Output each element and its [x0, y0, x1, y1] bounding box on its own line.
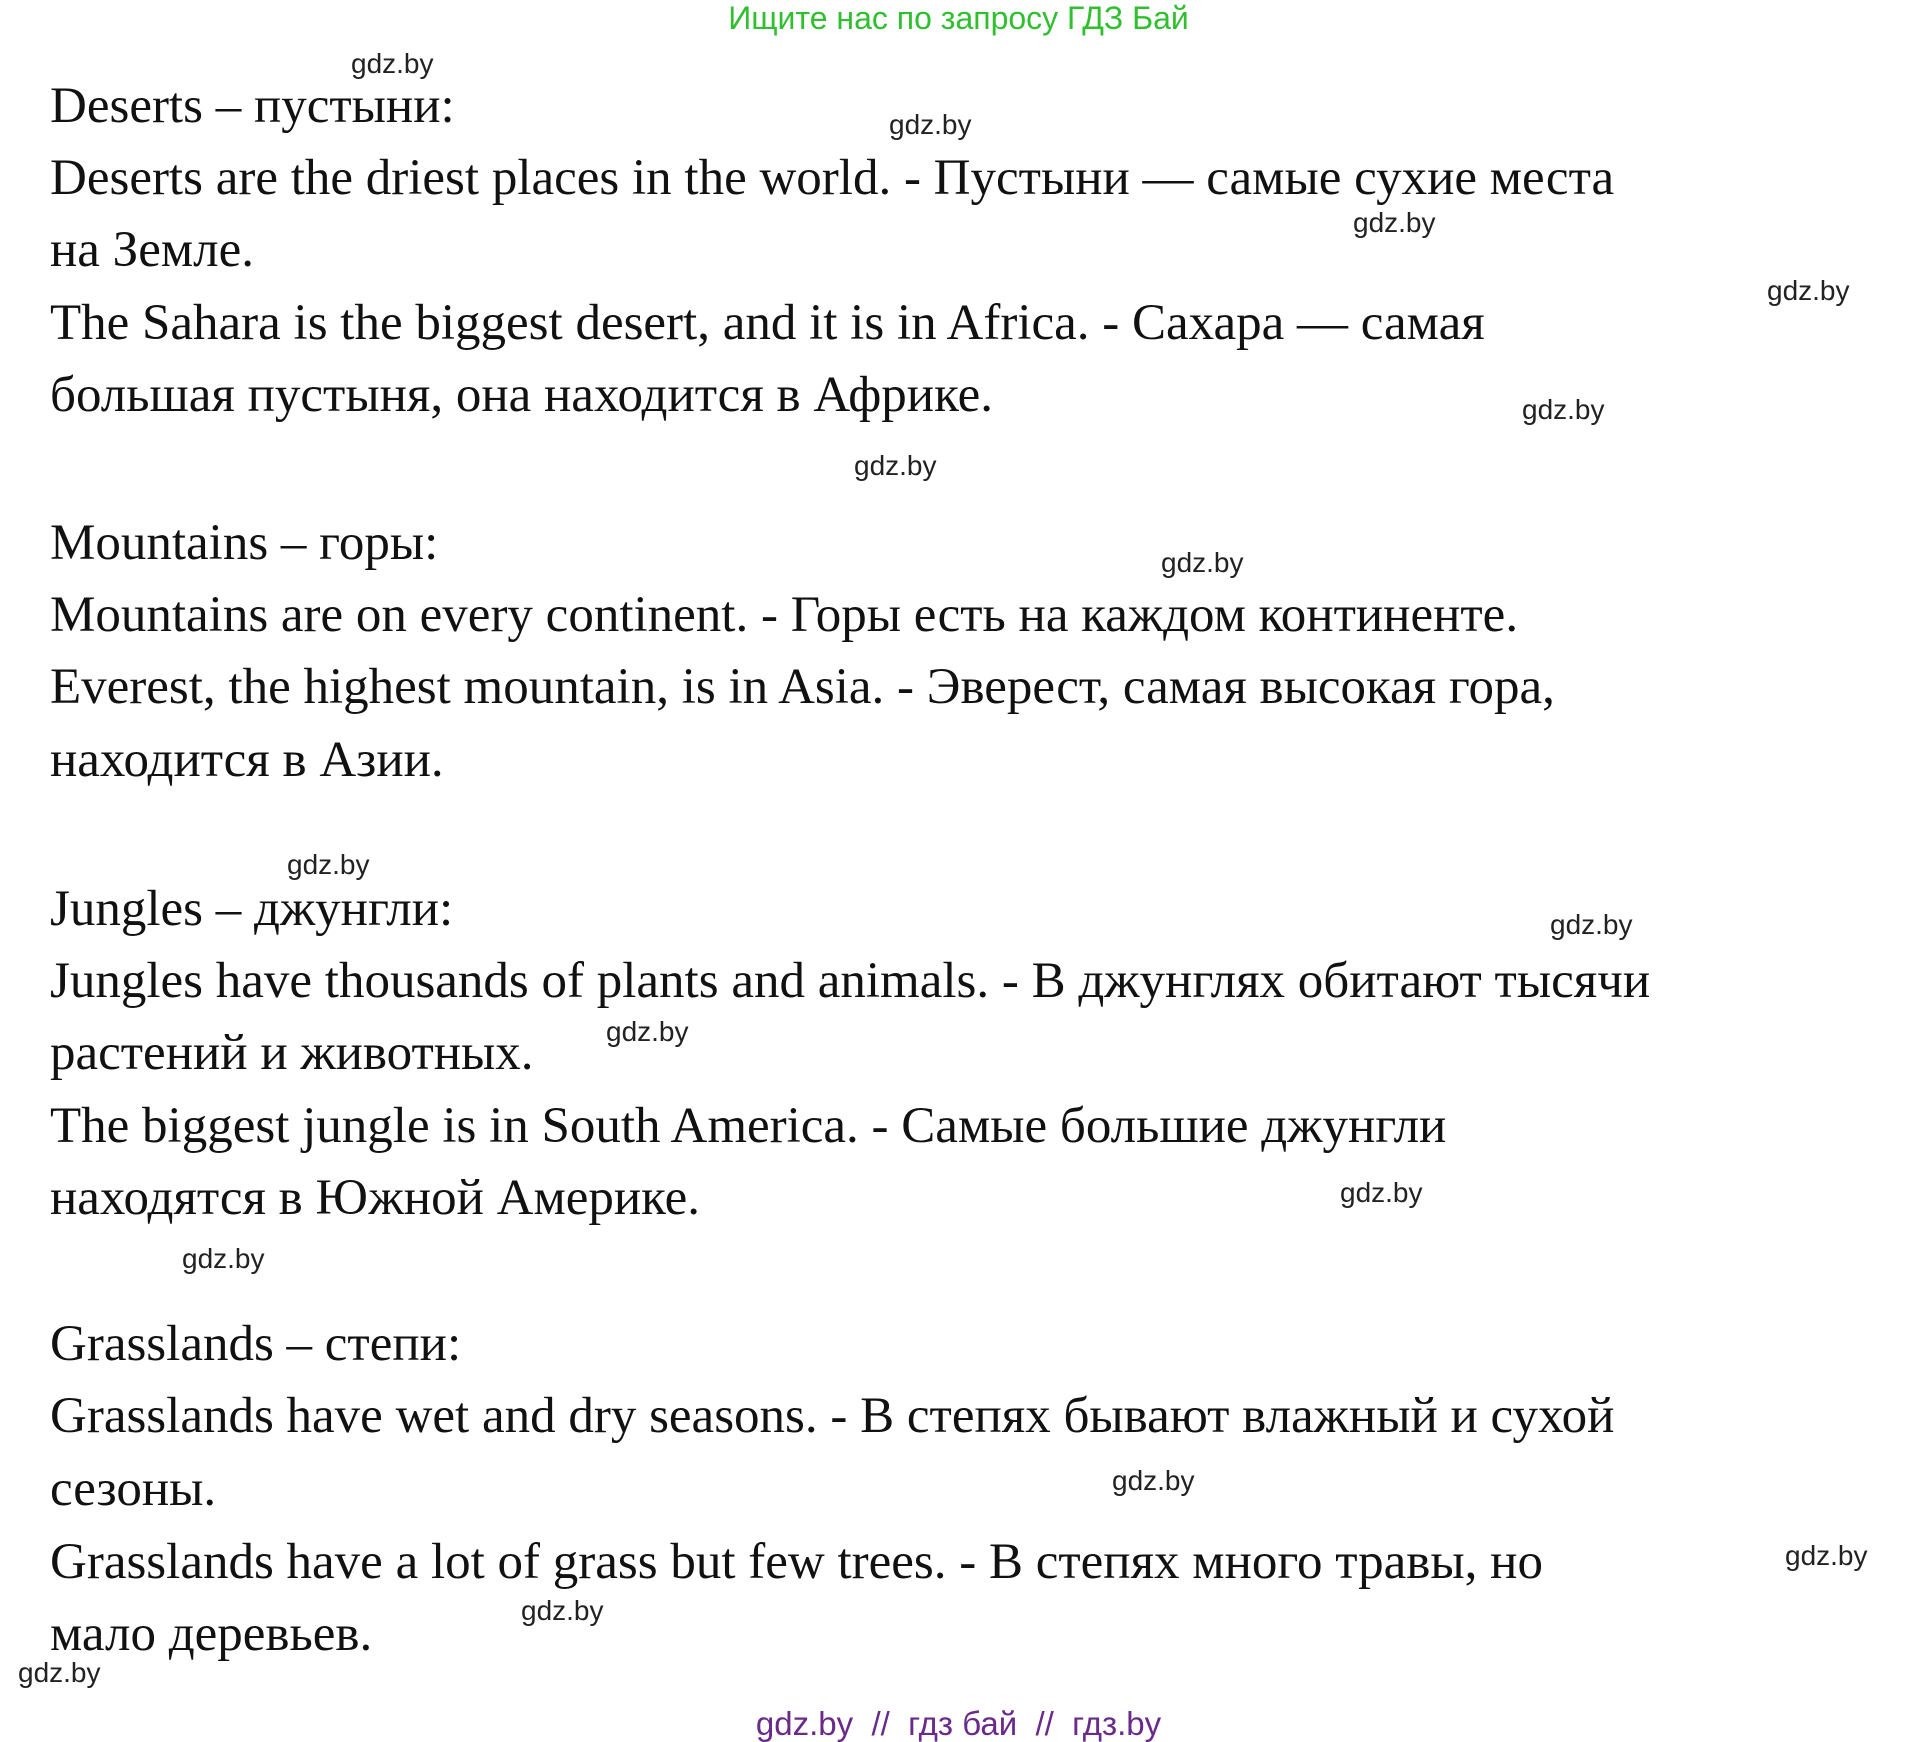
watermark: gdz.by: [287, 849, 370, 880]
body-line: The biggest jungle is in South America. - Самые большие джунгли: [50, 1098, 1447, 1154]
body-line: Everest, the highest mountain, is in Asia. - Эверест, самая высокая гора,: [50, 659, 1555, 715]
body-line: на Земле.: [50, 222, 254, 278]
body-line: Jungles have thousands of plants and animals. - В джунглях обитают тысячи: [50, 953, 1651, 1009]
footer-links: gdz.by // гдз бай // гдз.by: [755, 1705, 1162, 1742]
watermark: gdz.by: [1767, 275, 1850, 306]
body-line: находятся в Южной Америке.: [50, 1170, 701, 1226]
watermark: gdz.by: [1785, 1540, 1868, 1571]
section-heading-deserts: Deserts – пустыни:: [50, 78, 455, 134]
body-line: The Sahara is the biggest desert, and it is in Africa. - Сахара — самая: [50, 295, 1485, 351]
watermark: gdz.by: [606, 1016, 689, 1047]
top-banner: Ищите нас по запросу ГДЗ Бай: [728, 0, 1189, 36]
watermark: gdz.by: [1161, 547, 1244, 578]
section-heading-mountains: Mountains – горы:: [50, 515, 439, 571]
body-line: Grasslands have wet and dry seasons. - В степях бывают влажный и сухой: [50, 1388, 1615, 1444]
body-line: Grasslands have a lot of grass but few trees. - В степях много травы, но: [50, 1534, 1543, 1590]
watermark: gdz.by: [1340, 1177, 1423, 1208]
body-line: большая пустыня, она находится в Африке.: [50, 367, 993, 423]
body-line: Mountains are on every continent. - Горы есть на каждом континенте.: [50, 587, 1519, 643]
watermark: gdz.by: [1550, 909, 1633, 940]
watermark: gdz.by: [182, 1243, 265, 1274]
body-line: находится в Азии.: [50, 732, 444, 788]
body-line: Deserts are the driest places in the world. - Пустыни — самые сухие места: [50, 150, 1615, 206]
section-heading-grasslands: Grasslands – степи:: [50, 1316, 462, 1372]
body-line: растений и животных.: [50, 1025, 534, 1081]
watermark: gdz.by: [1112, 1465, 1195, 1496]
body-line: мало деревьев.: [50, 1606, 373, 1662]
watermark: gdz.by: [854, 450, 937, 481]
body-line: сезоны.: [50, 1461, 217, 1517]
watermark: gdz.by: [1522, 394, 1605, 425]
watermark: gdz.by: [521, 1595, 604, 1626]
watermark: gdz.by: [1353, 207, 1436, 238]
watermark: gdz.by: [18, 1657, 101, 1688]
watermark: gdz.by: [351, 48, 434, 79]
watermark: gdz.by: [889, 109, 972, 140]
section-heading-jungles: Jungles – джунгли:: [50, 881, 454, 937]
